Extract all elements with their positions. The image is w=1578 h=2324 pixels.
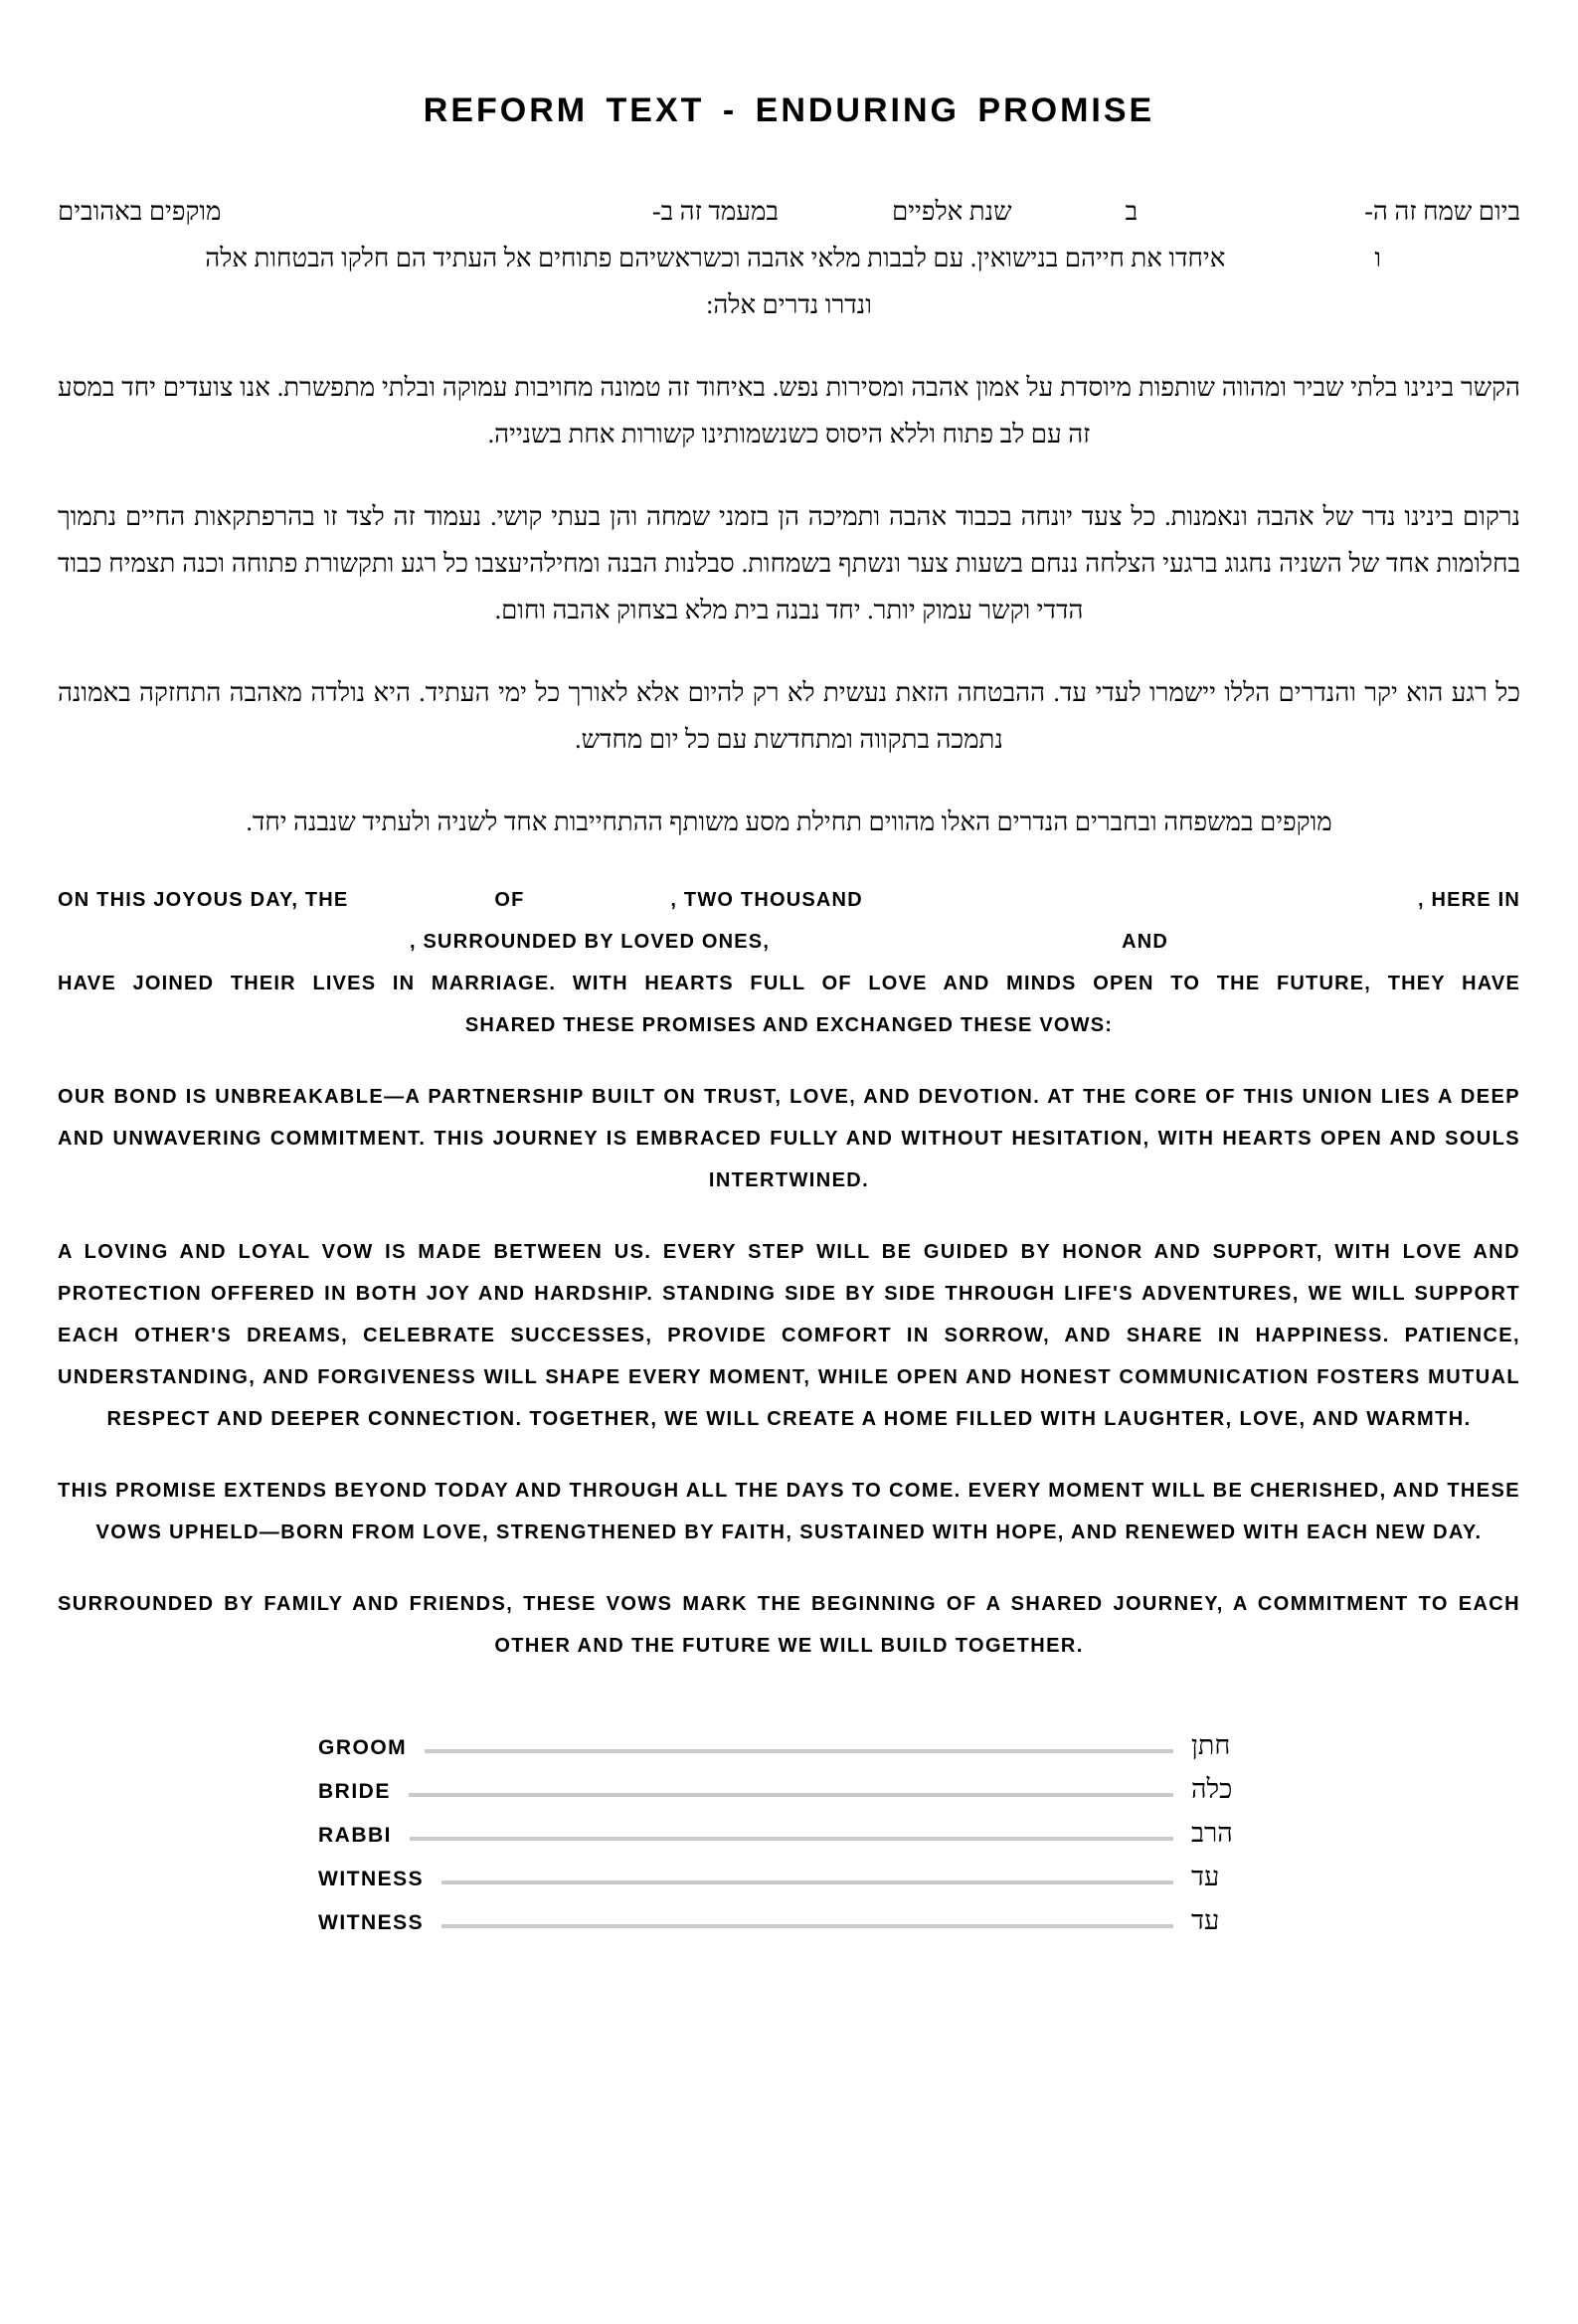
- bride-signature-line: [409, 1793, 1173, 1797]
- hebrew-year-two-thousand: שנת אלפיים: [892, 197, 1012, 226]
- english-paragraph-vow: A LOVING AND LOYAL VOW IS MADE BETWEEN US. EVERY STEP WILL BE GUIDED BY HONOR AND SUPPORT, WITH LOVE AND PROTECTION OFFERED IN BOTH JOY AND HARDSHIP. STANDING SIDE BY SIDE THROUGH LIFE'S ADVENTURES, WE WILL SUPPORT EACH OTHER'S DREAMS, CELEBRATE SUCCESSES, PROVIDE COMFORT IN SORROW, AND SHARE IN HAPPINESS. PATIENCE, UNDERSTANDING, AND FORGIVENESS WILL SHAPE EVERY MOMENT, WHILE OPEN AND HONEST COMMUNICATION FOSTERS MUTUAL RESPECT AND DEEPER CONNECTION. TOGETHER, WE WILL CREATE A HOME FILLED WITH LAUGHTER, LOVE, AND WARMTH.: [58, 1241, 1520, 1430]
- witness-1-hebrew-label: עד: [1191, 1862, 1220, 1891]
- hebrew-opening-line2: [58, 235, 1520, 281]
- witness-2-label: WITNESS: [318, 1911, 425, 1934]
- hebrew-joined-sentence: איחדו את חייהם בנישואין. עם לבבות מלאי אהבה וכשראשיהם פתוחים אל העתיד הם חלקו הבטחות אלה: [205, 244, 1226, 272]
- hebrew-vav: ו: [1374, 244, 1381, 272]
- signature-row-bride: [318, 1774, 1253, 1805]
- hebrew-opening-line1: [58, 188, 1520, 235]
- rabbi-label: RABBI: [318, 1824, 392, 1847]
- signature-row-groom: [318, 1730, 1253, 1761]
- hebrew-opening-line3: ונדרו נדרים אלה:: [706, 290, 872, 319]
- document-page: [0, 91, 1578, 1936]
- rabbi-signature-line: [410, 1837, 1173, 1841]
- hebrew-paragraph-family: מוקפים במשפחה ובחברים הנדרים האלו מהווים תחילת מסע משותף ההתחייבות אחד לשניה ולעתיד שנבנה יחד.: [246, 807, 1332, 836]
- groom-signature-line: [425, 1749, 1173, 1753]
- english-and: AND: [1122, 931, 1169, 953]
- witness-1-label: WITNESS: [318, 1868, 425, 1890]
- hebrew-surrounded-phrase: מוקפים באהובים: [58, 197, 222, 226]
- english-opening-line3: HAVE JOINED THEIR LIVES IN MARRIAGE. WITH HEARTS FULL OF LOVE AND MINDS OPEN TO THE FUTURE, THEY HAVE: [58, 973, 1520, 994]
- english-here-in: , HERE IN: [1417, 889, 1520, 911]
- bride-hebrew-label: כלה: [1191, 1774, 1233, 1804]
- english-paragraph-family: SURROUNDED BY FAMILY AND FRIENDS, THESE VOWS MARK THE BEGINNING OF A SHARED JOURNEY, A COMMITMENT TO EACH OTHER AND THE FUTURE WE WILL BUILD TOGETHER.: [58, 1593, 1520, 1657]
- signature-row-witness-1: [318, 1862, 1253, 1892]
- hebrew-in-letter: ב: [1125, 197, 1139, 226]
- witness-2-hebrew-label: עד: [1191, 1905, 1220, 1935]
- bride-label: BRIDE: [318, 1780, 391, 1803]
- page-title: REFORM TEXT - ENDURING PROMISE: [423, 91, 1155, 129]
- english-opening-line1: [58, 879, 1520, 921]
- signature-block: [318, 1730, 1253, 1936]
- signature-row-rabbi: [318, 1818, 1253, 1849]
- english-opening: [58, 879, 1520, 1046]
- english-paragraph-bond: OUR BOND IS UNBREAKABLE—A PARTNERSHIP BUILT ON TRUST, LOVE, AND DEVOTION. AT THE CORE OF THIS UNION LIES A DEEP AND UNWAVERING COMMITMENT. THIS JOURNEY IS EMBRACED FULLY AND WITHOUT HESITATION, WITH HEARTS OPEN AND SOULS INTERTWINED.: [58, 1086, 1520, 1191]
- english-of: OF: [494, 889, 525, 911]
- hebrew-day-phrase: ביום שמח זה ה-: [1364, 197, 1520, 226]
- english-paragraph-promise: THIS PROMISE EXTENDS BEYOND TODAY AND THROUGH ALL THE DAYS TO COME. EVERY MOMENT WILL BE CHERISHED, AND THESE VOWS UPHELD—BORN FROM LOVE, STRENGTHENED BY FAITH, SUSTAINED WITH HOPE, AND RENEWED WITH EACH NEW DAY.: [58, 1480, 1520, 1543]
- hebrew-opening: [58, 188, 1520, 328]
- english-day-phrase: ON THIS JOYOUS DAY, THE: [58, 889, 349, 911]
- witness-2-signature-line: [441, 1924, 1173, 1928]
- hebrew-paragraph-vow: נרקום בינינו נדר של אהבה ונאמנות. כל צעד יונחה בכבוד אהבה ותמיכה הן בזמני שמחה והן בעתי קושי. נעמוד זה לצד זו בהרפתקאות החיים נתמוך בחלומות אחד של השניה נחגוג ברגעי הצלחה ננחם בשעות צער ונשתף בשמחות. סבלנות הבנה ומחילהיעצבו כל רגע ותקשורת פתוחה וכנה תצמיח כבוד הדדי וקשר עמוק יותר. יחד נבנה בית מלא בצחוק אהבה וחום.: [58, 502, 1520, 625]
- english-surrounded-phrase: , SURROUNDED BY LOVED ONES,: [410, 931, 771, 953]
- rabbi-hebrew-label: הרב: [1191, 1818, 1233, 1848]
- groom-label: GROOM: [318, 1736, 408, 1759]
- witness-1-signature-line: [441, 1880, 1173, 1884]
- signature-row-witness-2: [318, 1905, 1253, 1936]
- groom-hebrew-label: חתן: [1191, 1730, 1231, 1760]
- hebrew-paragraph-promise: כל רגע הוא יקר והנדרים הללו יישמרו לעדי עד. ההבטחה הזאת נעשית לא רק להיום אלא לאורך כל ימי העתיד. היא נולדה מאהבה התחזקה באמונה נתמכה בתקווה ומתחדשת עם כל יום מחדש.: [58, 678, 1520, 754]
- english-opening-line2: [58, 921, 1520, 963]
- hebrew-venue-phrase: במעמד זה ב-: [651, 197, 779, 226]
- english-opening-line4: SHARED THESE PROMISES AND EXCHANGED THESE VOWS:: [464, 1014, 1114, 1036]
- english-two-thousand: , TWO THOUSAND: [670, 889, 863, 911]
- hebrew-paragraph-bond: הקשר בינינו בלתי שביר ומהווה שותפות מיוסדת על אמון אהבה ומסירות נפש. באיחוד זה טמונה מחויבות עמוקה ובלתי מתפשרת. אנו צועדים יחד במסע זה עם לב פתוח וללא היסוס כשנשמותינו קשורות אחת בשנייה.: [58, 373, 1520, 448]
